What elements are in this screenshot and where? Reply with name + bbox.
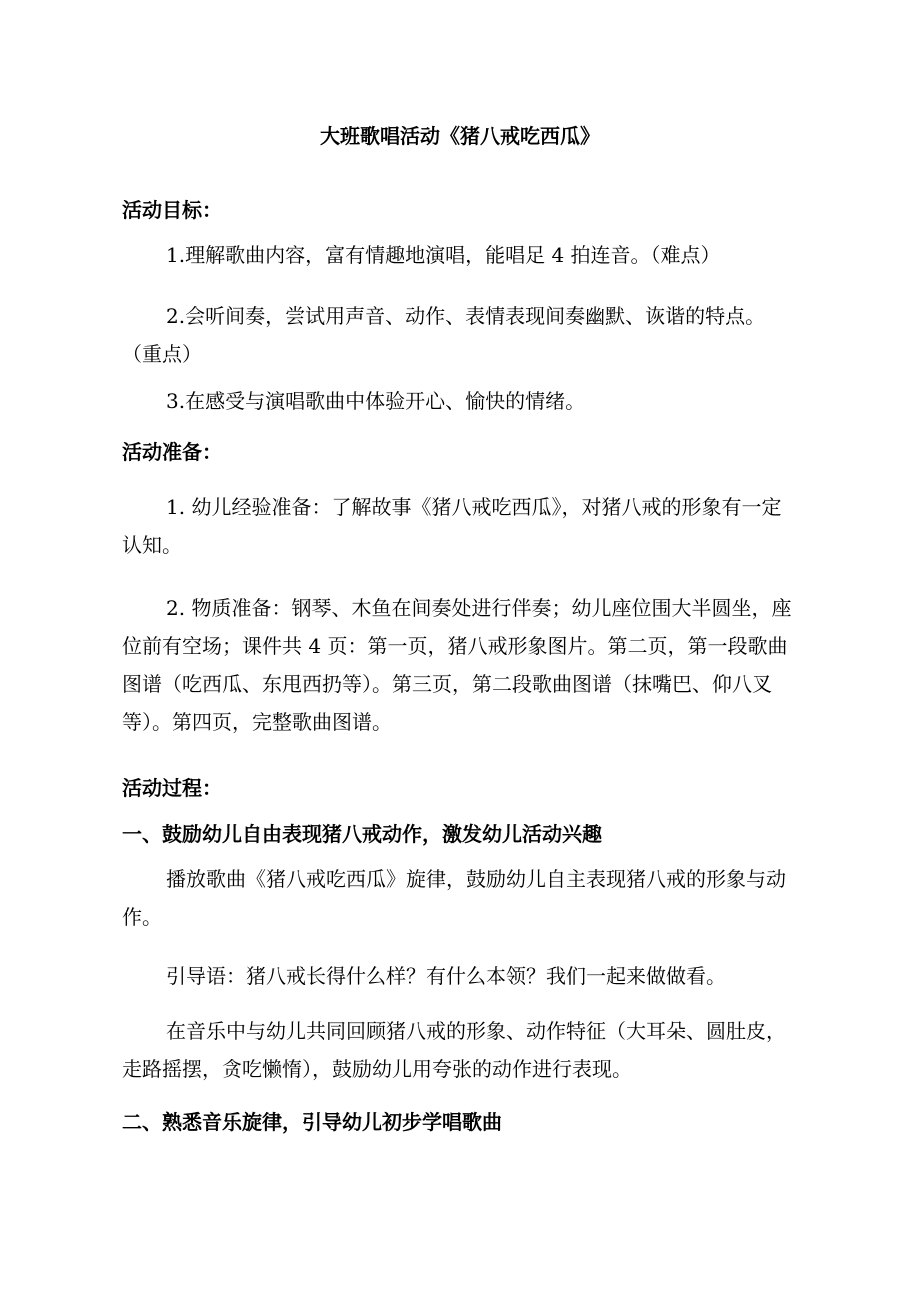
section-1-paragraph-1: 播放歌曲《猪八戒吃西瓜》旋律，鼓励幼儿自主表现猪八戒的形象与动作。	[122, 867, 786, 929]
goal-item-1: 1.理解歌曲内容，富有情趣地演唱，能唱足 4 拍连音。（难点）	[166, 243, 721, 267]
preparation-item-1: 1. 幼儿经验准备：了解故事《猪八戒吃西瓜》，对猪八戒的形象有一定认知。	[122, 495, 782, 557]
goal-item-3: 3.在感受与演唱歌曲中体验开心、愉快的情绪。	[166, 389, 586, 413]
section-2-heading: 二、熟悉音乐旋律，引导幼儿初步学唱歌曲	[122, 1110, 502, 1134]
preparation-item-2: 2. 物质准备：钢琴、木鱼在间奏处进行伴奏；幼儿座位围大半圆坐，座位前有空场；课件共 4 页：第一页，猪八戒形象图片。第二页，第一段歌曲图谱（吃西瓜、东甩西扔等）。第三页，第二段歌曲图谱（抹嘴巴、仰八叉等）。第四页，完整歌曲图谱。	[122, 596, 792, 734]
section-1-paragraph-2: 引导语：猪八戒长得什么样？有什么本领？我们一起来做做看。	[166, 964, 726, 988]
process-heading: 活动过程：	[122, 776, 222, 800]
section-1-paragraph-3: 在音乐中与幼儿共同回顾猪八戒的形象、动作特征（大耳朵、圆肚皮，走路摇摆，贪吃懒惰），鼓励幼儿用夸张的动作进行表现。	[122, 1019, 786, 1081]
goal-item-2: 2.会听间奏，尝试用声音、动作、表情表现间奏幽默、诙谐的特点。（重点）	[122, 304, 766, 366]
document-title: 大班歌唱活动《猪八戒吃西瓜》	[320, 124, 600, 148]
goals-heading: 活动目标：	[122, 198, 222, 222]
preparation-heading: 活动准备：	[122, 440, 222, 464]
section-1-heading: 一、鼓励幼儿自由表现猪八戒动作，激发幼儿活动兴趣	[122, 822, 602, 846]
